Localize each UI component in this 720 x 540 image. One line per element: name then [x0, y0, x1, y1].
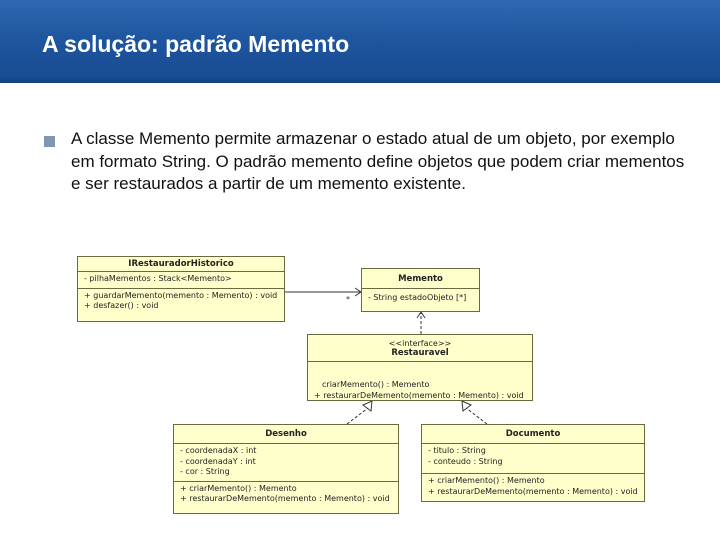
realization-line-desenho — [347, 408, 368, 424]
attribute: - titulo : String — [428, 446, 486, 455]
class-name: Restauravel — [308, 348, 532, 362]
operations-section — [422, 474, 644, 500]
attribute: - cor : String — [180, 467, 230, 476]
interface-restauravel — [307, 334, 533, 401]
operation: + criarMemento() : Memento — [428, 476, 545, 485]
attribute: - String estadoObjeto [*] — [368, 293, 467, 302]
attribute: - coordenadaX : int — [180, 446, 257, 455]
operation: + guardarMemento(memento : Memento) : void — [84, 290, 278, 300]
attribute: - pilhaMementos : Stack<Memento> — [84, 274, 232, 283]
class-restaurador-historico — [77, 256, 285, 322]
class-name: Desenho — [174, 425, 398, 444]
class-memento — [361, 268, 480, 312]
operation: + restaurarDeMemento(memento : Memento) : void — [428, 486, 638, 496]
operation: criarMemento() : Memento — [322, 380, 430, 389]
slide-title: A solução: padrão Memento — [42, 31, 350, 57]
class-name: Documento — [422, 425, 644, 444]
class-name: Memento — [362, 269, 479, 289]
operations-section — [174, 482, 398, 508]
attribute: - conteudo : String — [428, 456, 503, 466]
class-documento — [421, 424, 645, 502]
bullet-text: A classe Memento permite armazenar o estado atual de um objeto, por exemplo em formato String. O padrão memento define objetos que podem criar mementos e ser restaurados a partir de um memento existente. — [71, 129, 685, 193]
operation: + criarMemento() : Memento — [180, 483, 297, 493]
realization-line-documento — [466, 408, 487, 424]
attributes-section — [174, 444, 398, 482]
attributes-section — [422, 444, 644, 474]
class-desenho — [173, 424, 399, 514]
operation: + desfazer() : void — [84, 301, 159, 310]
operations-section — [78, 289, 284, 315]
association-multiplicity: * — [346, 295, 350, 304]
interface-stereotype: <<interface>> — [388, 339, 452, 348]
operations-section — [308, 362, 532, 404]
operation: + restaurarDeMemento(memento : Memento) : void — [180, 494, 390, 503]
attributes-section — [78, 272, 284, 289]
operation: + restaurarDeMemento(memento : Memento) : void — [314, 390, 524, 400]
attribute: - coordenadaY : int — [180, 456, 256, 466]
class-name: IRestauradorHistorico — [78, 257, 284, 272]
attributes-section — [362, 289, 479, 307]
